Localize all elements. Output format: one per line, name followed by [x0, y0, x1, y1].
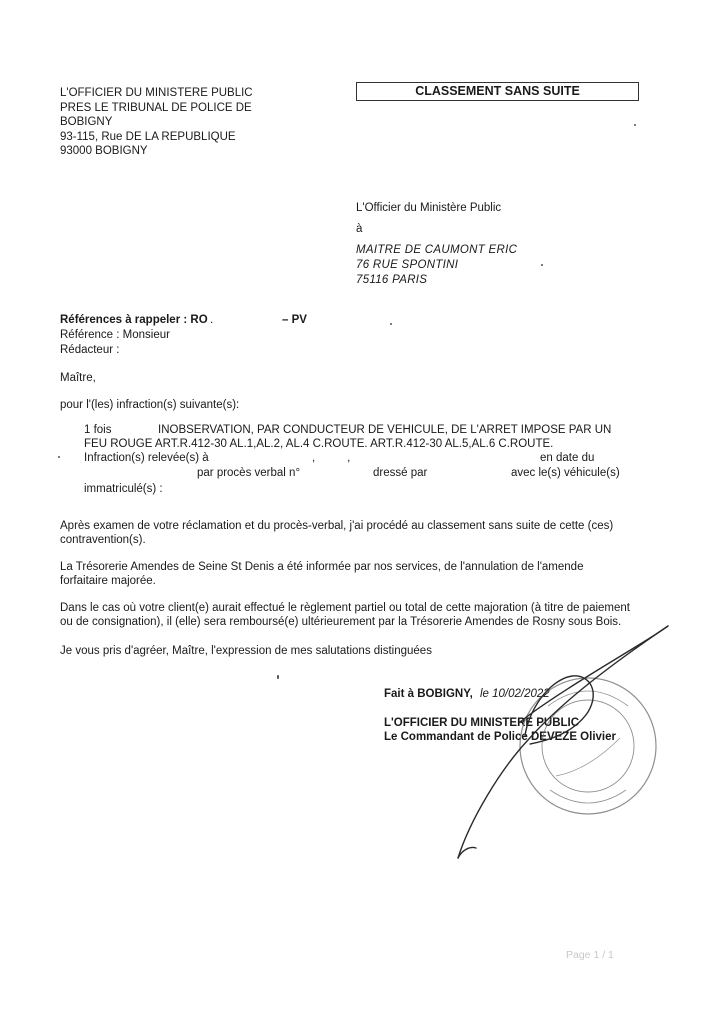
salutation: Maître, — [60, 372, 96, 384]
references-dot: . — [210, 314, 214, 326]
paragraph-classement: Après examen de votre réclamation et du procès-verbal, j'ai procédé au classement sans suite de cette (ces) contravention(s). — [60, 520, 614, 546]
scan-speck — [277, 675, 279, 679]
sender-block — [60, 86, 253, 159]
signature-date: le 10/02/2022 — [480, 688, 550, 700]
infraction-commas: , , — [312, 452, 351, 464]
infraction-pv-num: par procès verbal n° — [197, 467, 301, 479]
infraction-desc-line1: INOBSERVATION, PAR CONDUCTEUR DE VEHICULE, DE L'ARRET IMPOSE PAR UN — [158, 424, 612, 436]
infraction-count: 1 fois — [84, 424, 112, 436]
sender-line: 93-115, Rue DE LA REPUBLIQUE — [60, 130, 236, 143]
sender-line: PRES LE TRIBUNAL DE POLICE DE — [60, 101, 252, 114]
addressee-to-word: à — [356, 223, 363, 235]
redacteur-line: Rédacteur : — [60, 344, 120, 356]
paragraph-closing: Je vous pris d'agréer, Maître, l'expression de mes salutations distinguées — [60, 645, 432, 657]
sender-line: 93000 BOBIGNY — [60, 145, 148, 157]
infraction-releve: Infraction(s) relevée(s) à — [84, 452, 209, 464]
scan-speck — [634, 124, 636, 126]
infraction-immat: immatriculé(s) : — [84, 483, 163, 495]
infraction-en-date: en date du — [540, 452, 595, 464]
paragraph-remboursement: Dans le cas où votre client(e) aurait effectué le règlement partiel ou total de cette majoration (à titre de paiement ou de consignation), il (elle) sera remboursé(e) ultérieurement par la Trésorerie Amendes de Rosny sous Bois. — [60, 602, 630, 628]
sender-line: BOBIGNY — [60, 116, 113, 128]
scan-speck — [390, 323, 392, 325]
reference-line: Référence : Monsieur — [60, 329, 170, 341]
page-number: Page 1 / 1 — [566, 949, 614, 961]
references-pv: – PV — [282, 314, 307, 326]
paragraph-tresorerie: La Trésorerie Amendes de Seine St Denis a été informée par nos services, de l'annulation de l'amende forfaitaire majorée. — [60, 561, 584, 587]
document-title: CLASSEMENT SANS SUITE — [356, 82, 639, 101]
infraction-dresse: dressé par — [373, 467, 428, 479]
infraction-intro: pour l'(les) infraction(s) suivante(s): — [60, 399, 240, 411]
signature-place: Fait à BOBIGNY, — [384, 688, 473, 700]
scan-speck — [541, 264, 543, 266]
infraction-vehicule: avec le(s) véhicule(s) — [511, 467, 620, 479]
addressee-from: L'Officier du Ministère Public — [356, 202, 502, 214]
addressee-city: 75116 PARIS — [356, 274, 428, 286]
signature-name: Le Commandant de Police DEVEZE Olivier — [384, 731, 616, 743]
addressee-name: MAITRE DE CAUMONT ERIC — [356, 244, 518, 256]
references-label: Références à rappeler : RO — [60, 314, 208, 326]
signature-role: L'OFFICIER DU MINISTERE PUBLIC — [384, 717, 580, 729]
scan-speck — [58, 456, 60, 458]
infraction-desc-line2: FEU ROUGE ART.R.412-30 AL.1,AL.2, AL.4 C.ROUTE. ART.R.412-30 AL.5,AL.6 C.ROUTE. — [84, 438, 554, 450]
addressee-street: 76 RUE SPONTINI — [356, 259, 459, 271]
sender-line: L'OFFICIER DU MINISTERE PUBLIC — [60, 87, 253, 99]
